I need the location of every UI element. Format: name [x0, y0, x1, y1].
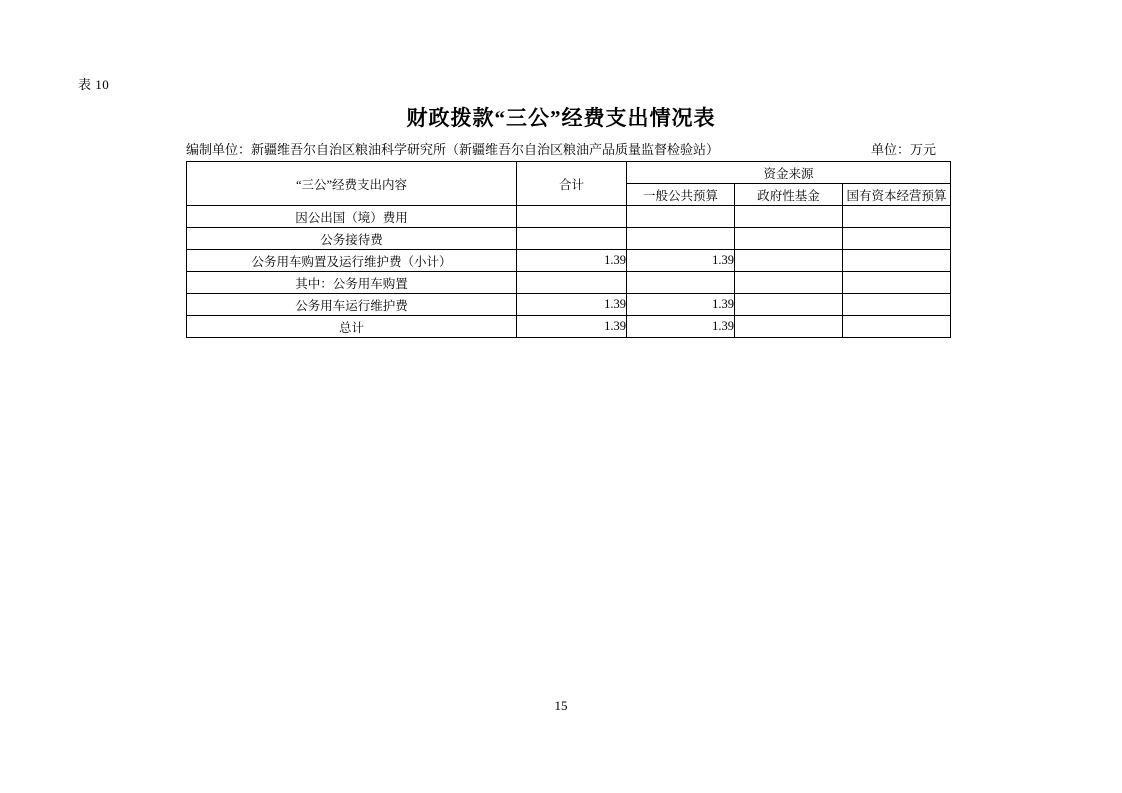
header-source-general: 一般公共预算 [627, 184, 735, 206]
table-row [187, 228, 951, 250]
row-general: 1.39 [627, 294, 735, 316]
row-label: 总计 [187, 316, 517, 338]
row-state-capital [843, 206, 951, 228]
header-total: 合计 [517, 162, 627, 206]
row-label: 公务用车运行维护费 [187, 294, 517, 316]
row-fund [735, 206, 843, 228]
row-total: 1.39 [517, 250, 627, 272]
row-general: 1.39 [627, 316, 735, 338]
row-label: 公务用车购置及运行维护费（小计） [187, 250, 517, 272]
row-general [627, 206, 735, 228]
row-total: 1.39 [517, 316, 627, 338]
row-state-capital [843, 250, 951, 272]
row-fund [735, 294, 843, 316]
row-state-capital [843, 228, 951, 250]
row-fund [735, 228, 843, 250]
compiler-unit-label: 编制单位：新疆维吾尔自治区粮油科学研究所（新疆维吾尔自治区粮油产品质量监督检验站） [186, 142, 720, 157]
table-row [187, 250, 951, 272]
page-number: 15 [554, 698, 568, 713]
row-state-capital [843, 272, 951, 294]
table-row [187, 272, 951, 294]
row-general [627, 272, 735, 294]
expenditure-table [186, 161, 951, 338]
row-fund [735, 316, 843, 338]
row-total [517, 206, 627, 228]
table-row [187, 206, 951, 228]
row-fund [735, 250, 843, 272]
meta-row [186, 139, 936, 158]
row-label: 因公出国（境）费用 [187, 206, 517, 228]
row-total [517, 272, 627, 294]
table-row [187, 316, 951, 338]
table-row [187, 294, 951, 316]
row-total [517, 228, 627, 250]
row-state-capital [843, 316, 951, 338]
table-header-row-1 [187, 162, 951, 184]
row-fund [735, 272, 843, 294]
row-total: 1.39 [517, 294, 627, 316]
amount-unit-label: 单位：万元 [870, 142, 936, 157]
header-content: “三公”经费支出内容 [187, 162, 517, 206]
row-general: 1.39 [627, 250, 735, 272]
row-general [627, 228, 735, 250]
table-label: 表 10 [78, 77, 110, 92]
row-label: 公务接待费 [187, 228, 517, 250]
header-source-fund: 政府性基金 [735, 184, 843, 206]
header-source-state-capital: 国有资本经营预算 [843, 184, 951, 206]
row-state-capital [843, 294, 951, 316]
page-title: 财政拨款“三公”经费支出情况表 [406, 106, 716, 130]
row-label: 其中：公务用车购置 [187, 272, 517, 294]
header-source-group: 资金来源 [627, 162, 951, 184]
